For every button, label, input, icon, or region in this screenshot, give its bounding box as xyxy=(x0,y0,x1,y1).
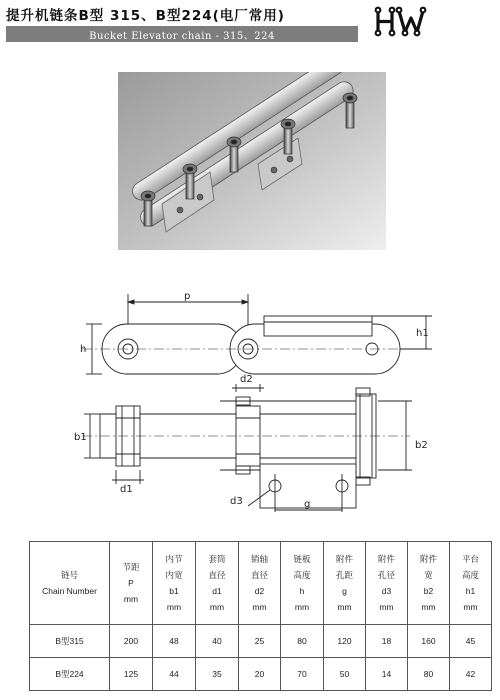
col-pitch: 节距 P mm xyxy=(110,542,153,625)
cell-attachment-width: 80 xyxy=(408,658,450,691)
cell-hole-diameter: 14 xyxy=(366,658,408,691)
dim-label-d3: d3 xyxy=(230,496,243,507)
cell-bushing-diameter: 35 xyxy=(196,658,239,691)
cell-plate-height: 80 xyxy=(281,625,324,658)
col-attachment-width: 附件 宽 b2 mm xyxy=(408,542,450,625)
dim-label-b1: b1 xyxy=(74,432,87,443)
title-banner xyxy=(6,26,358,42)
cell-inner-width: 48 xyxy=(153,625,196,658)
cell-pitch: 200 xyxy=(110,625,153,658)
cell-platform-height: 42 xyxy=(450,658,492,691)
table-header-row xyxy=(30,542,492,625)
table-row xyxy=(30,625,492,658)
dim-label-b2: b2 xyxy=(415,440,428,451)
dim-label-h: h xyxy=(80,344,87,355)
cell-platform-height: 45 xyxy=(450,625,492,658)
col-pin-diameter: 销轴 直径 d2 mm xyxy=(239,542,281,625)
hw-logo xyxy=(372,2,434,40)
cell-chain-number: B型224 xyxy=(30,658,110,691)
dim-label-p: p xyxy=(184,291,191,302)
technical-drawing xyxy=(60,288,440,513)
dim-label-d2: d2 xyxy=(240,374,253,385)
dim-label-d1: d1 xyxy=(120,484,133,495)
col-platform-height: 平台 高度 h1 mm xyxy=(450,542,492,625)
cell-hole-diameter: 18 xyxy=(366,625,408,658)
cell-bushing-diameter: 40 xyxy=(196,625,239,658)
col-chain-number: 链号 Chain Number xyxy=(30,542,110,625)
col-inner-width: 内节 内宽 b1 mm xyxy=(153,542,196,625)
cell-plate-height: 70 xyxy=(281,658,324,691)
table-row xyxy=(30,658,492,691)
dim-label-g: g xyxy=(304,499,311,510)
col-attachment-hole-spacing: 附件 孔距 g mm xyxy=(324,542,366,625)
col-bushing-diameter: 套筒 直径 d1 mm xyxy=(196,542,239,625)
cell-hole-spacing: 120 xyxy=(324,625,366,658)
cell-pitch: 125 xyxy=(110,658,153,691)
cell-pin-diameter: 20 xyxy=(239,658,281,691)
cell-attachment-width: 160 xyxy=(408,625,450,658)
cell-hole-spacing: 50 xyxy=(324,658,366,691)
cell-chain-number: B型315 xyxy=(30,625,110,658)
banner-text: Bucket Elevator chain - 315、224 xyxy=(89,31,275,42)
col-attachment-hole-diameter: 附件 孔径 d3 mm xyxy=(366,542,408,625)
cell-inner-width: 44 xyxy=(153,658,196,691)
chain-product-photo xyxy=(118,72,386,250)
col-plate-height: 链板 高度 h mm xyxy=(281,542,324,625)
cell-pin-diameter: 25 xyxy=(239,625,281,658)
spec-table xyxy=(29,541,492,691)
dim-label-h1: h1 xyxy=(416,328,429,339)
page-title: 提升机链条B型 315、B型224(电厂常用) xyxy=(6,8,285,24)
